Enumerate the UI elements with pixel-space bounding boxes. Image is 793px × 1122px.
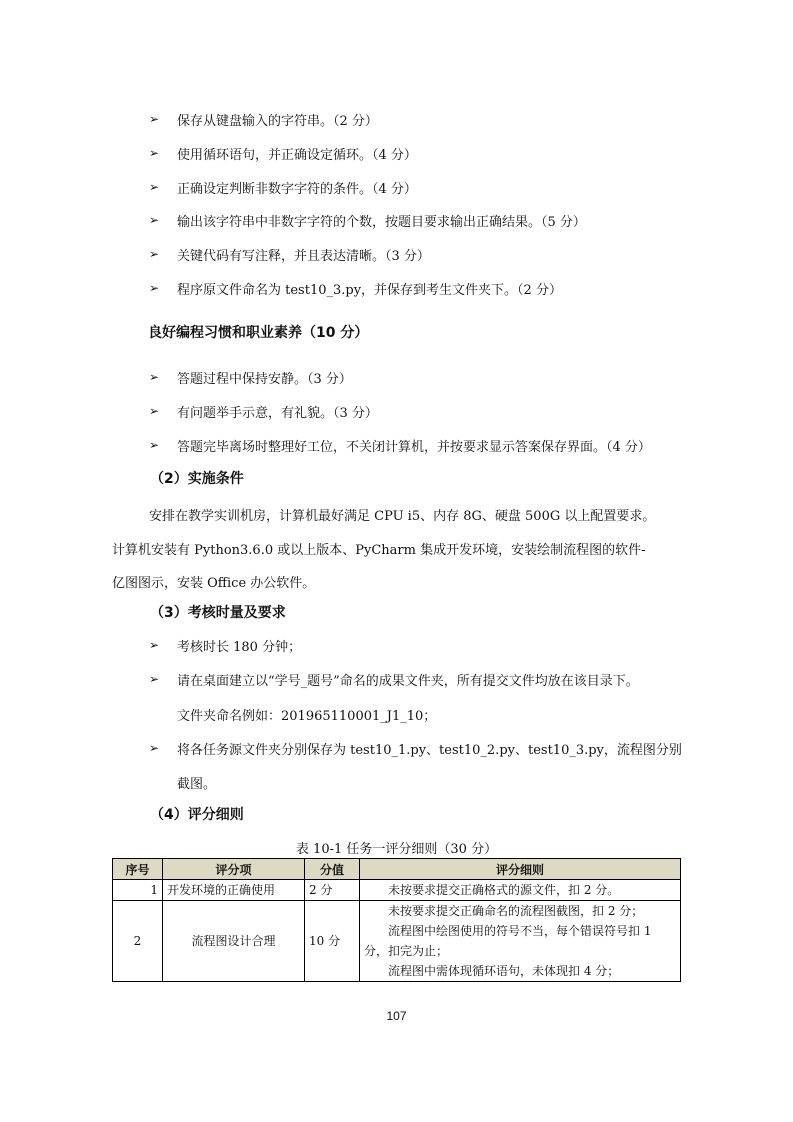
detail-line: 分，扣完为止； <box>364 944 449 958</box>
arrow-bullet-icon: ➢ <box>149 281 160 295</box>
list-item <box>149 633 301 657</box>
list-item-continuation: 截图。 <box>177 777 217 792</box>
habits-heading: 良好编程习惯和职业素养（10 分） <box>148 325 369 341</box>
arrow-bullet-icon: ➢ <box>149 638 160 652</box>
list-item <box>149 399 378 423</box>
list-item-text: 正确设定判断非数字字符的条件。（4 分） <box>177 181 417 197</box>
paragraph-line: 安排在教学实训机房，计算机最好满足 CPU i5、内存 8G、硬盘 500G 以上配置要求。 <box>149 509 656 524</box>
arrow-bullet-icon: ➢ <box>149 672 160 686</box>
column-header: 评分细则 <box>360 859 681 880</box>
cell-item: 开发环境的正确使用 <box>163 880 305 901</box>
list-item-text: 考核时长 180 分钟； <box>177 639 302 655</box>
list-item-text: 使用循环语句，并正确设定循环。（4 分） <box>177 147 417 163</box>
paragraph-line: 计算机安装有 Python3.6.0 或以上版本、PyCharm 集成开发环境，安装绘制流程图的软件- <box>112 543 646 558</box>
detail-line: 流程图中需体现循环语句，未体现扣 4 分； <box>388 964 620 978</box>
cell-detail: 未按要求提交正确格式的源文件，扣 2 分。 <box>360 880 681 901</box>
list-item <box>149 365 352 389</box>
section-heading: （3）考核时量及要求 <box>150 605 286 621</box>
list-item-continuation: 文件夹命名例如：201965110001_J1_10； <box>177 709 437 724</box>
section-heading: （4）评分细则 <box>150 807 244 823</box>
cell-score: 10 分 <box>305 901 360 982</box>
cell-no: 1 <box>113 880 163 901</box>
list-item-text: 程序原文件命名为 test10_3.py，并保存到考生文件夹下。（2 分） <box>177 282 562 298</box>
list-item <box>149 736 682 760</box>
list-item-text: 答题过程中保持安静。（3 分） <box>177 371 352 387</box>
list-item-text: 请在桌面建立以“学号_题号”命名的成果文件夹，所有提交文件均放在该目录下。 <box>177 673 639 689</box>
column-header: 序号 <box>113 859 163 880</box>
list-item-text: 有问题举手示意，有礼貌。（3 分） <box>177 405 378 421</box>
list-item <box>149 667 639 691</box>
arrow-bullet-icon: ➢ <box>149 741 160 755</box>
table-row <box>113 901 681 982</box>
table-caption: 表 10-1 任务一评分细则（30 分） <box>295 842 498 857</box>
list-item <box>149 175 417 199</box>
list-item <box>149 242 430 266</box>
arrow-bullet-icon: ➢ <box>149 247 160 261</box>
list-item-text: 将各任务源文件夹分别保存为 test10_1.py、test10_2.py、test10_3.py，流程图分别 <box>177 742 682 758</box>
list-item-text: 关键代码有写注释，并且表达清晰。（3 分） <box>177 248 430 264</box>
column-header: 分值 <box>305 859 360 880</box>
list-item <box>149 276 562 300</box>
arrow-bullet-icon: ➢ <box>149 146 160 160</box>
column-header: 评分项 <box>163 859 305 880</box>
list-item <box>149 208 586 232</box>
list-item-text: 保存从键盘输入的字符串。（2 分） <box>177 113 378 129</box>
cell-detail <box>360 901 681 982</box>
arrow-bullet-icon: ➢ <box>149 404 160 418</box>
list-item <box>149 141 417 165</box>
list-item <box>149 433 651 457</box>
arrow-bullet-icon: ➢ <box>149 180 160 194</box>
list-item <box>149 107 378 131</box>
grading-table <box>112 858 681 982</box>
table-header-row <box>113 859 681 880</box>
cell-score: 2 分 <box>305 880 360 901</box>
list-item-text: 输出该字符串中非数字字符的个数，按题目要求输出正确结果。（5 分） <box>177 214 586 230</box>
table-row <box>113 880 681 901</box>
page-number: 107 <box>386 1009 407 1023</box>
detail-line: 未按要求提交正确命名的流程图截图，扣 2 分； <box>388 904 644 918</box>
paragraph-line: 亿图图示，安装 Office 办公软件。 <box>112 576 316 591</box>
list-item-text: 答题完毕离场时整理好工位，不关闭计算机，并按要求显示答案保存界面。（4 分） <box>177 439 651 455</box>
cell-no: 2 <box>113 901 163 982</box>
arrow-bullet-icon: ➢ <box>149 112 160 126</box>
arrow-bullet-icon: ➢ <box>149 370 160 384</box>
cell-item: 流程图设计合理 <box>163 901 305 982</box>
arrow-bullet-icon: ➢ <box>149 438 160 452</box>
detail-line: 流程图中绘图使用的符号不当，每个错误符号扣 1 <box>388 924 652 938</box>
arrow-bullet-icon: ➢ <box>149 213 160 227</box>
section-heading: （2）实施条件 <box>150 471 244 487</box>
